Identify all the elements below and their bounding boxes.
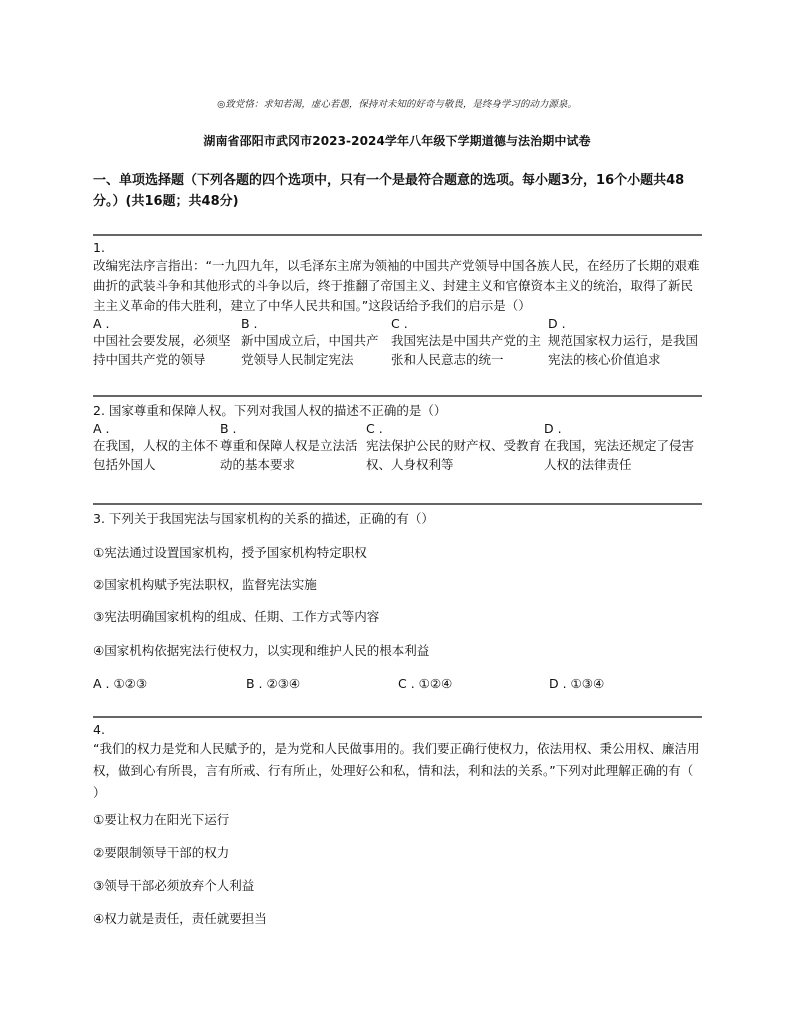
section-heading: 一、单项选择题（下列各题的四个选项中，只有一个是最符合题意的选项。每小题3分，16个小题共48分。）(共16题；共48分) (93, 173, 685, 209)
motto-line: ◎致党恪：求知若渴，虚心若愚，保持对未知的好奇与敬畏，是终身学习的动力源泉。 (217, 99, 577, 110)
question-2 (93, 401, 703, 481)
question-number: 4. (93, 722, 105, 737)
question-divider (93, 503, 702, 505)
statement-item: ②要限制领导干部的权力 (93, 845, 230, 860)
statement-item: ②国家机构赋予宪法职权，监督宪法实施 (93, 577, 317, 592)
option-d[interactable] (544, 421, 703, 474)
statement-item: ③宪法明确国家机构的组成、任期、工作方式等内容 (93, 609, 380, 624)
option-text: 在我国，宪法还规定了侵害人权的法律责任 (544, 438, 695, 472)
option-b[interactable] (220, 421, 360, 474)
question-4 (93, 722, 703, 804)
option-a[interactable] (93, 421, 218, 474)
option-b[interactable] (241, 316, 383, 369)
statement-item: ④权力就是责任，责任就要担当 (93, 911, 267, 926)
option-d[interactable] (548, 316, 703, 369)
option-label: A . (93, 316, 110, 331)
option-label: D . (544, 421, 562, 436)
question-number: 1. (93, 240, 105, 255)
question-3-stem: 3. 下列关于我国宪法与国家机构的关系的描述，正确的有（） (93, 511, 434, 526)
option-c[interactable] (366, 421, 542, 474)
option-label: B . (220, 421, 237, 436)
question-divider (93, 234, 702, 236)
option-text: 我国宪法是中国共产党的主张和人民意志的统一 (391, 333, 542, 367)
choice-b[interactable]: B . ②③④ (246, 676, 301, 691)
question-divider (93, 395, 702, 397)
statement-item: ①要让权力在阳光下运行 (93, 812, 230, 827)
choice-a[interactable]: A . ①②③ (93, 676, 148, 691)
option-text: 在我国，人权的主体不包括外国人 (93, 438, 218, 472)
choice-d[interactable]: D . ①③④ (549, 676, 605, 691)
option-label: C . (391, 316, 408, 331)
option-c[interactable] (391, 316, 544, 369)
option-label: C . (366, 421, 383, 436)
option-text: 宪法保护公民的财产权、受教育权、人身权利等 (366, 438, 542, 472)
option-text: 新中国成立后，中国共产党领导人民制定宪法 (241, 333, 379, 367)
statement-item: ④国家机构依据宪法行使权力，以实现和维护人民的根本利益 (93, 643, 430, 658)
option-text: 规范国家权力运行，是我国宪法的核心价值追求 (548, 333, 699, 367)
option-label: A . (93, 421, 110, 436)
option-label: B . (241, 316, 258, 331)
choice-c[interactable]: C . ①②④ (398, 676, 453, 691)
option-text: 中国社会要发展，必须坚持中国共产党的领导 (93, 333, 231, 367)
question-1 (93, 240, 703, 376)
option-a[interactable] (93, 316, 238, 369)
exam-title: 湖南省邵阳市武冈市2023-2024学年八年级下学期道德与法治期中试卷 (203, 134, 591, 148)
question-stem: 2. 国家尊重和保障人权。下列对我国人权的描述不正确的是（） (93, 403, 447, 418)
statement-item: ③领导干部必须放弃个人利益 (93, 878, 255, 893)
question-divider (93, 716, 702, 718)
option-text: 尊重和保障人权是立法活动的基本要求 (220, 438, 358, 472)
question-stem: “我们的权力是党和人民赋予的，是为党和人民做事用的。我们要正确行使权力，依法用权、秉公用权、廉洁用权，做到心有所畏，言有所戒、行有所止，处理好公和私，情和法，利和法的关系。”下列对此理解正确的有（ ） (93, 741, 700, 800)
question-stem: 改编宪法序言指出：“一九四九年，以毛泽东主席为领袖的中国共产党领导中国各族人民，在经历了长期的艰难曲折的武装斗争和其他形式的斗争以后，终于推翻了帝国主义、封建主义和官僚资本主义的统治，取得了新民主主义革命的伟大胜利，建立了中华人民共和国。”这段话给予我们的启示是（） (93, 258, 700, 313)
statement-item: ①宪法通过设置国家机构，授予国家机构特定职权 (93, 545, 367, 560)
option-label: D . (548, 316, 566, 331)
